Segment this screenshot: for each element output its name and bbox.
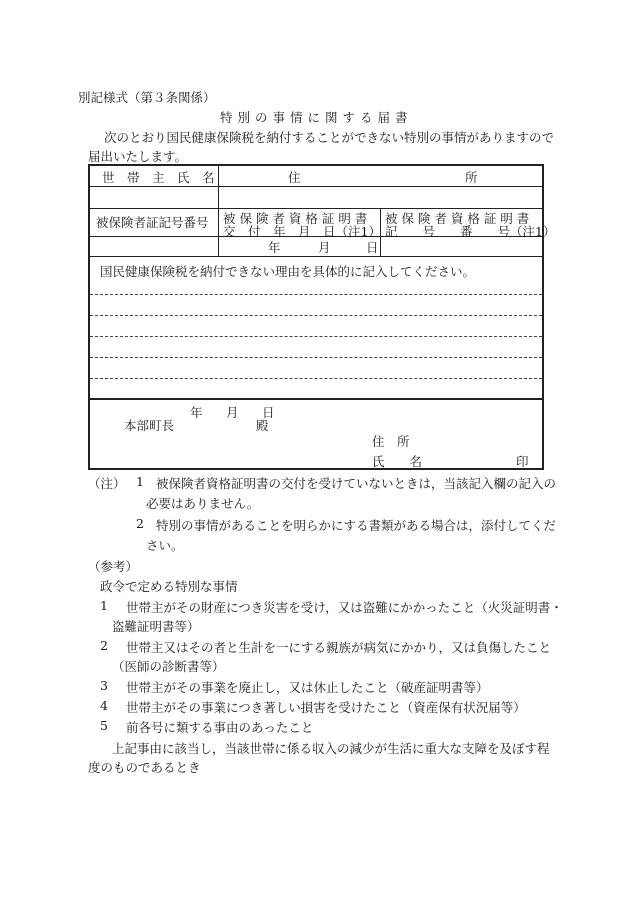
note-1-line-2: 必要はありません。	[146, 496, 260, 511]
insured-number-label: 被保険者証記号番号	[96, 215, 209, 230]
reference-item-2-number: 2	[100, 638, 108, 653]
applicant-address-label: 住 所	[372, 434, 410, 449]
insured-number-field[interactable]	[92, 237, 216, 255]
householder-name-header: 世 帯 主 氏 名	[102, 170, 215, 185]
householder-name-field[interactable]	[92, 187, 216, 207]
notification-form-table	[88, 164, 556, 470]
submission-month: 月	[226, 405, 239, 420]
reference-item-1-line-2: 盗難証明書等）	[112, 619, 200, 634]
reference-closing-line-2: 度のものであるとき	[88, 760, 201, 775]
intro-line-2: 届出いたします。	[88, 149, 188, 164]
cert-number-label-1: 被 保 険 者 資 格 証 明 書	[385, 211, 530, 226]
seal-mark: 印	[516, 454, 529, 469]
reference-item-2-line-1: 世帯主又はその者と生計を一にする親族が病気にかかり，又は負傷したこと	[126, 640, 552, 655]
honorific: 殿	[256, 418, 269, 433]
reference-item-3-line-1: 世帯主がその事業を廃止し，又は休止したこと（破産証明書等）	[126, 680, 489, 695]
note-1-line-1: 被保険者資格証明書の交付を受けていないときは，当該記入欄の記入の	[156, 476, 557, 491]
note-2-line-2: さい。	[146, 538, 184, 553]
issue-date-day: 日	[366, 240, 379, 255]
column-divider	[218, 166, 219, 256]
reference-item-4-line-1: 世帯主がその事業につき著しい損害を受けたこと（資産保有状況届等）	[126, 700, 526, 715]
form-title: 特別の事情に関する届書	[220, 110, 413, 125]
cert-number-label-2: 記 号 番 号（注1）	[385, 224, 556, 239]
recipient-mayor: 本部町長	[124, 418, 175, 433]
issue-date-year: 年	[268, 240, 281, 255]
submission-year: 年	[190, 405, 203, 420]
form-reference: 別記様式（第３条関係）	[78, 90, 216, 105]
cert-number-field[interactable]	[382, 237, 542, 255]
note-1-number: 1	[136, 474, 144, 489]
cert-issue-date-label-2: 交 付 年 月 日（注1）	[223, 224, 381, 239]
row-divider	[90, 256, 542, 257]
reference-item-2-line-2: （医師の診断書等）	[112, 659, 225, 674]
note-2-number: 2	[136, 516, 144, 531]
reference-item-1-number: 1	[100, 598, 108, 613]
address-header-part-1: 住	[288, 170, 301, 185]
reference-closing-line-1: 上記事由に該当し，当該世帯に係る収入の減少が生活に重大な支障を及ぼす程	[112, 741, 550, 756]
submission-day: 日	[262, 405, 275, 420]
issue-date-month: 月	[318, 240, 331, 255]
reference-item-5-number: 5	[100, 718, 108, 733]
reason-field[interactable]	[92, 278, 542, 396]
reference-item-3-number: 3	[100, 678, 108, 693]
reason-prompt: 国民健康保険税を納付できない理由を具体的に記入してください。	[100, 264, 476, 279]
notes-label: （注）	[88, 476, 126, 491]
reference-item-1-line-1: 世帯主がその財産につき災害を受け，又は盗難にかかったこと（火災証明書・	[126, 600, 563, 615]
address-header-part-2: 所	[465, 170, 478, 185]
reference-heading: 政令で定める特別な事情	[100, 579, 238, 594]
cert-issue-date-label-1: 被 保 険 者 資 格 証 明 書	[223, 211, 368, 226]
applicant-name-label: 氏 名	[372, 454, 423, 469]
note-2-line-1: 特別の事情があることを明らかにする書類がある場合は，添付してくだ	[156, 518, 557, 533]
section-divider	[90, 398, 542, 400]
reference-item-4-number: 4	[100, 698, 108, 713]
reference-item-5-line-1: 前各号に類する事由のあったこと	[126, 720, 314, 735]
reference-label: （参考）	[88, 559, 139, 574]
address-field[interactable]	[220, 187, 542, 207]
intro-line-1: 次のとおり国民健康保険税を納付することができない特別の事情がありますので	[104, 130, 555, 145]
